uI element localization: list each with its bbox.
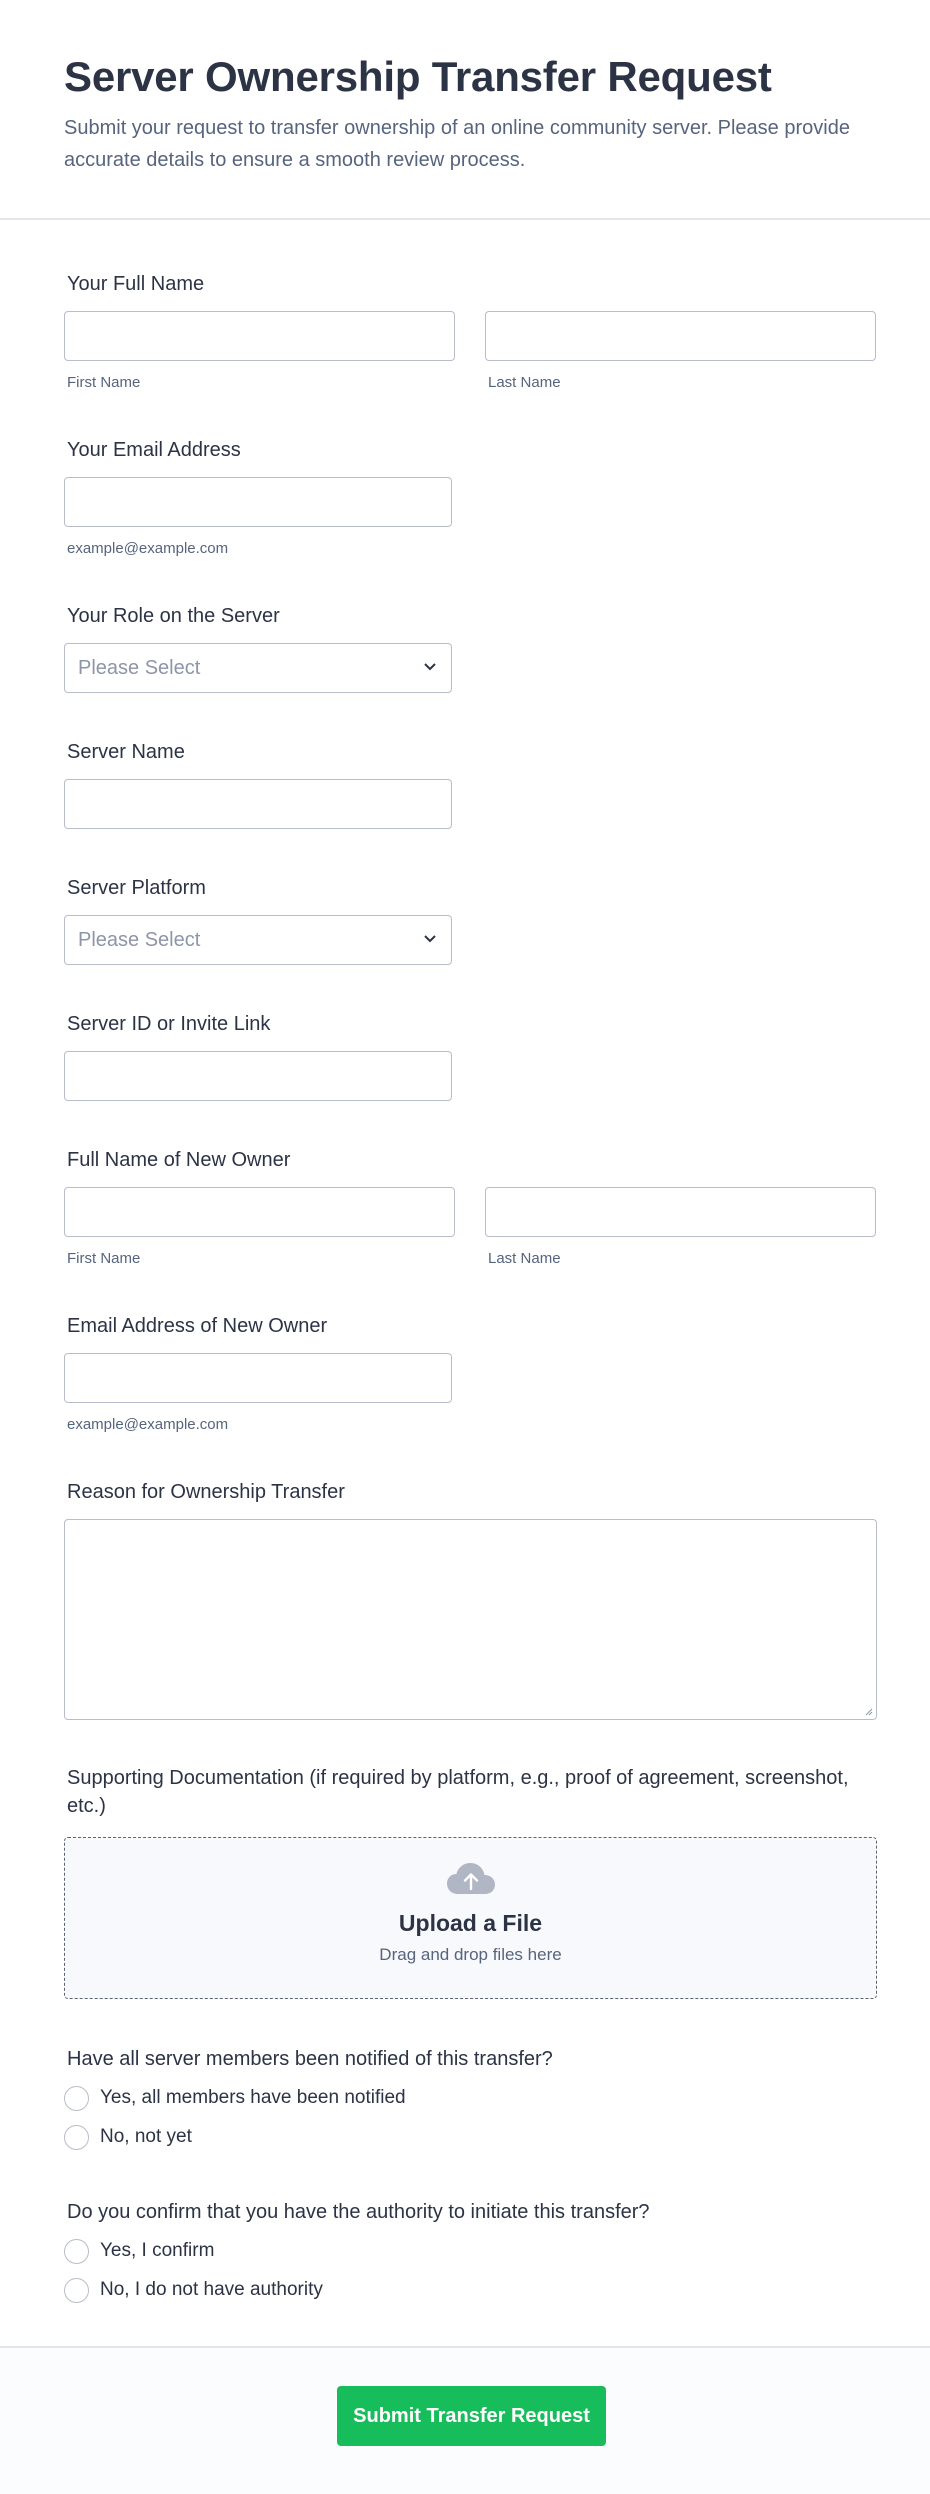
- server-id-field: [64, 1010, 866, 1101]
- new-owner-email-input[interactable]: [64, 1353, 452, 1403]
- full-name-field: [64, 270, 866, 392]
- chevron-down-icon: [423, 662, 437, 672]
- file-upload-dropzone[interactable]: [64, 1837, 877, 1999]
- new-owner-last-name-input[interactable]: [485, 1187, 876, 1237]
- server-name-input[interactable]: [64, 779, 452, 829]
- server-id-label: Server ID or Invite Link: [67, 1013, 271, 1035]
- platform-select-value: Please Select: [78, 928, 201, 951]
- platform-label: Server Platform: [67, 877, 206, 899]
- form-footer: [0, 2346, 930, 2494]
- role-select[interactable]: [64, 643, 452, 693]
- authority-field: [64, 2198, 866, 2303]
- reason-label: Reason for Ownership Transfer: [67, 1481, 345, 1503]
- new-owner-name-field: [64, 1146, 866, 1268]
- submit-button[interactable]: Submit Transfer Request: [337, 2386, 606, 2446]
- notified-label: Have all server members been notified of this transfer?: [67, 2048, 553, 2070]
- server-id-input[interactable]: [64, 1051, 452, 1101]
- new-owner-last-sublabel: Last Name: [488, 1250, 561, 1267]
- new-owner-first-name-input[interactable]: [64, 1187, 455, 1237]
- page-title: Server Ownership Transfer Request: [64, 53, 772, 100]
- role-select-value: Please Select: [78, 656, 201, 679]
- radio-button[interactable]: [64, 2086, 89, 2111]
- new-owner-email-field: [64, 1312, 866, 1434]
- full-name-row: [64, 311, 866, 392]
- new-owner-name-label: Full Name of New Owner: [67, 1149, 291, 1171]
- first-name-col: [64, 311, 455, 392]
- resize-grip-icon[interactable]: [863, 1706, 873, 1716]
- server-name-label: Server Name: [67, 741, 185, 763]
- upload-title: Upload a File: [398, 1910, 543, 1936]
- notified-option-yes[interactable]: [64, 2085, 866, 2111]
- form-body: [0, 220, 930, 2303]
- first-name-sublabel: First Name: [67, 374, 141, 391]
- platform-field: [64, 874, 866, 965]
- radio-button[interactable]: [64, 2239, 89, 2264]
- page-description: Submit your request to transfer ownership of an online community server. Please provide accurate details to ensure a smooth review process.: [64, 117, 850, 171]
- documentation-field: [64, 1764, 866, 1999]
- radio-label: Yes, I confirm: [100, 2240, 215, 2261]
- last-name-sublabel: Last Name: [488, 374, 561, 391]
- email-sublabel: example@example.com: [67, 540, 229, 557]
- server-name-field: [64, 738, 866, 829]
- full-name-label: Your Full Name: [67, 273, 205, 295]
- notified-field: [64, 2045, 866, 2150]
- email-field: [64, 436, 866, 558]
- email-label: Your Email Address: [67, 439, 241, 461]
- radio-label: No, I do not have authority: [100, 2279, 323, 2300]
- new-owner-last-col: [485, 1187, 876, 1268]
- upload-subtitle: Drag and drop files here: [379, 1945, 562, 1964]
- radio-label: No, not yet: [100, 2126, 192, 2147]
- new-owner-name-row: [64, 1187, 866, 1268]
- reason-textarea[interactable]: [64, 1519, 877, 1720]
- radio-label: Yes, all members have been notified: [100, 2087, 406, 2108]
- email-input[interactable]: [64, 477, 452, 527]
- role-label: Your Role on the Server: [67, 605, 280, 627]
- radio-button[interactable]: [64, 2278, 89, 2303]
- authority-option-yes[interactable]: [64, 2238, 866, 2264]
- last-name-col: [485, 311, 876, 392]
- last-name-input[interactable]: [485, 311, 876, 361]
- radio-button[interactable]: [64, 2125, 89, 2150]
- role-field: [64, 602, 866, 693]
- notified-option-no[interactable]: [64, 2124, 866, 2150]
- platform-select[interactable]: [64, 915, 452, 965]
- new-owner-email-sublabel: example@example.com: [67, 1416, 229, 1433]
- documentation-label: Supporting Documentation (if required by platform, e.g., proof of agreement, screenshot, etc.): [67, 1767, 849, 1817]
- authority-label: Do you confirm that you have the authority to initiate this transfer?: [67, 2201, 650, 2223]
- reason-field: [64, 1478, 866, 1720]
- cloud-upload-icon: [446, 1862, 496, 1896]
- new-owner-email-label: Email Address of New Owner: [67, 1315, 328, 1337]
- form-header: [0, 0, 930, 220]
- new-owner-first-col: [64, 1187, 455, 1268]
- first-name-input[interactable]: [64, 311, 455, 361]
- authority-option-no[interactable]: [64, 2277, 866, 2303]
- new-owner-first-sublabel: First Name: [67, 1250, 141, 1267]
- chevron-down-icon: [423, 934, 437, 944]
